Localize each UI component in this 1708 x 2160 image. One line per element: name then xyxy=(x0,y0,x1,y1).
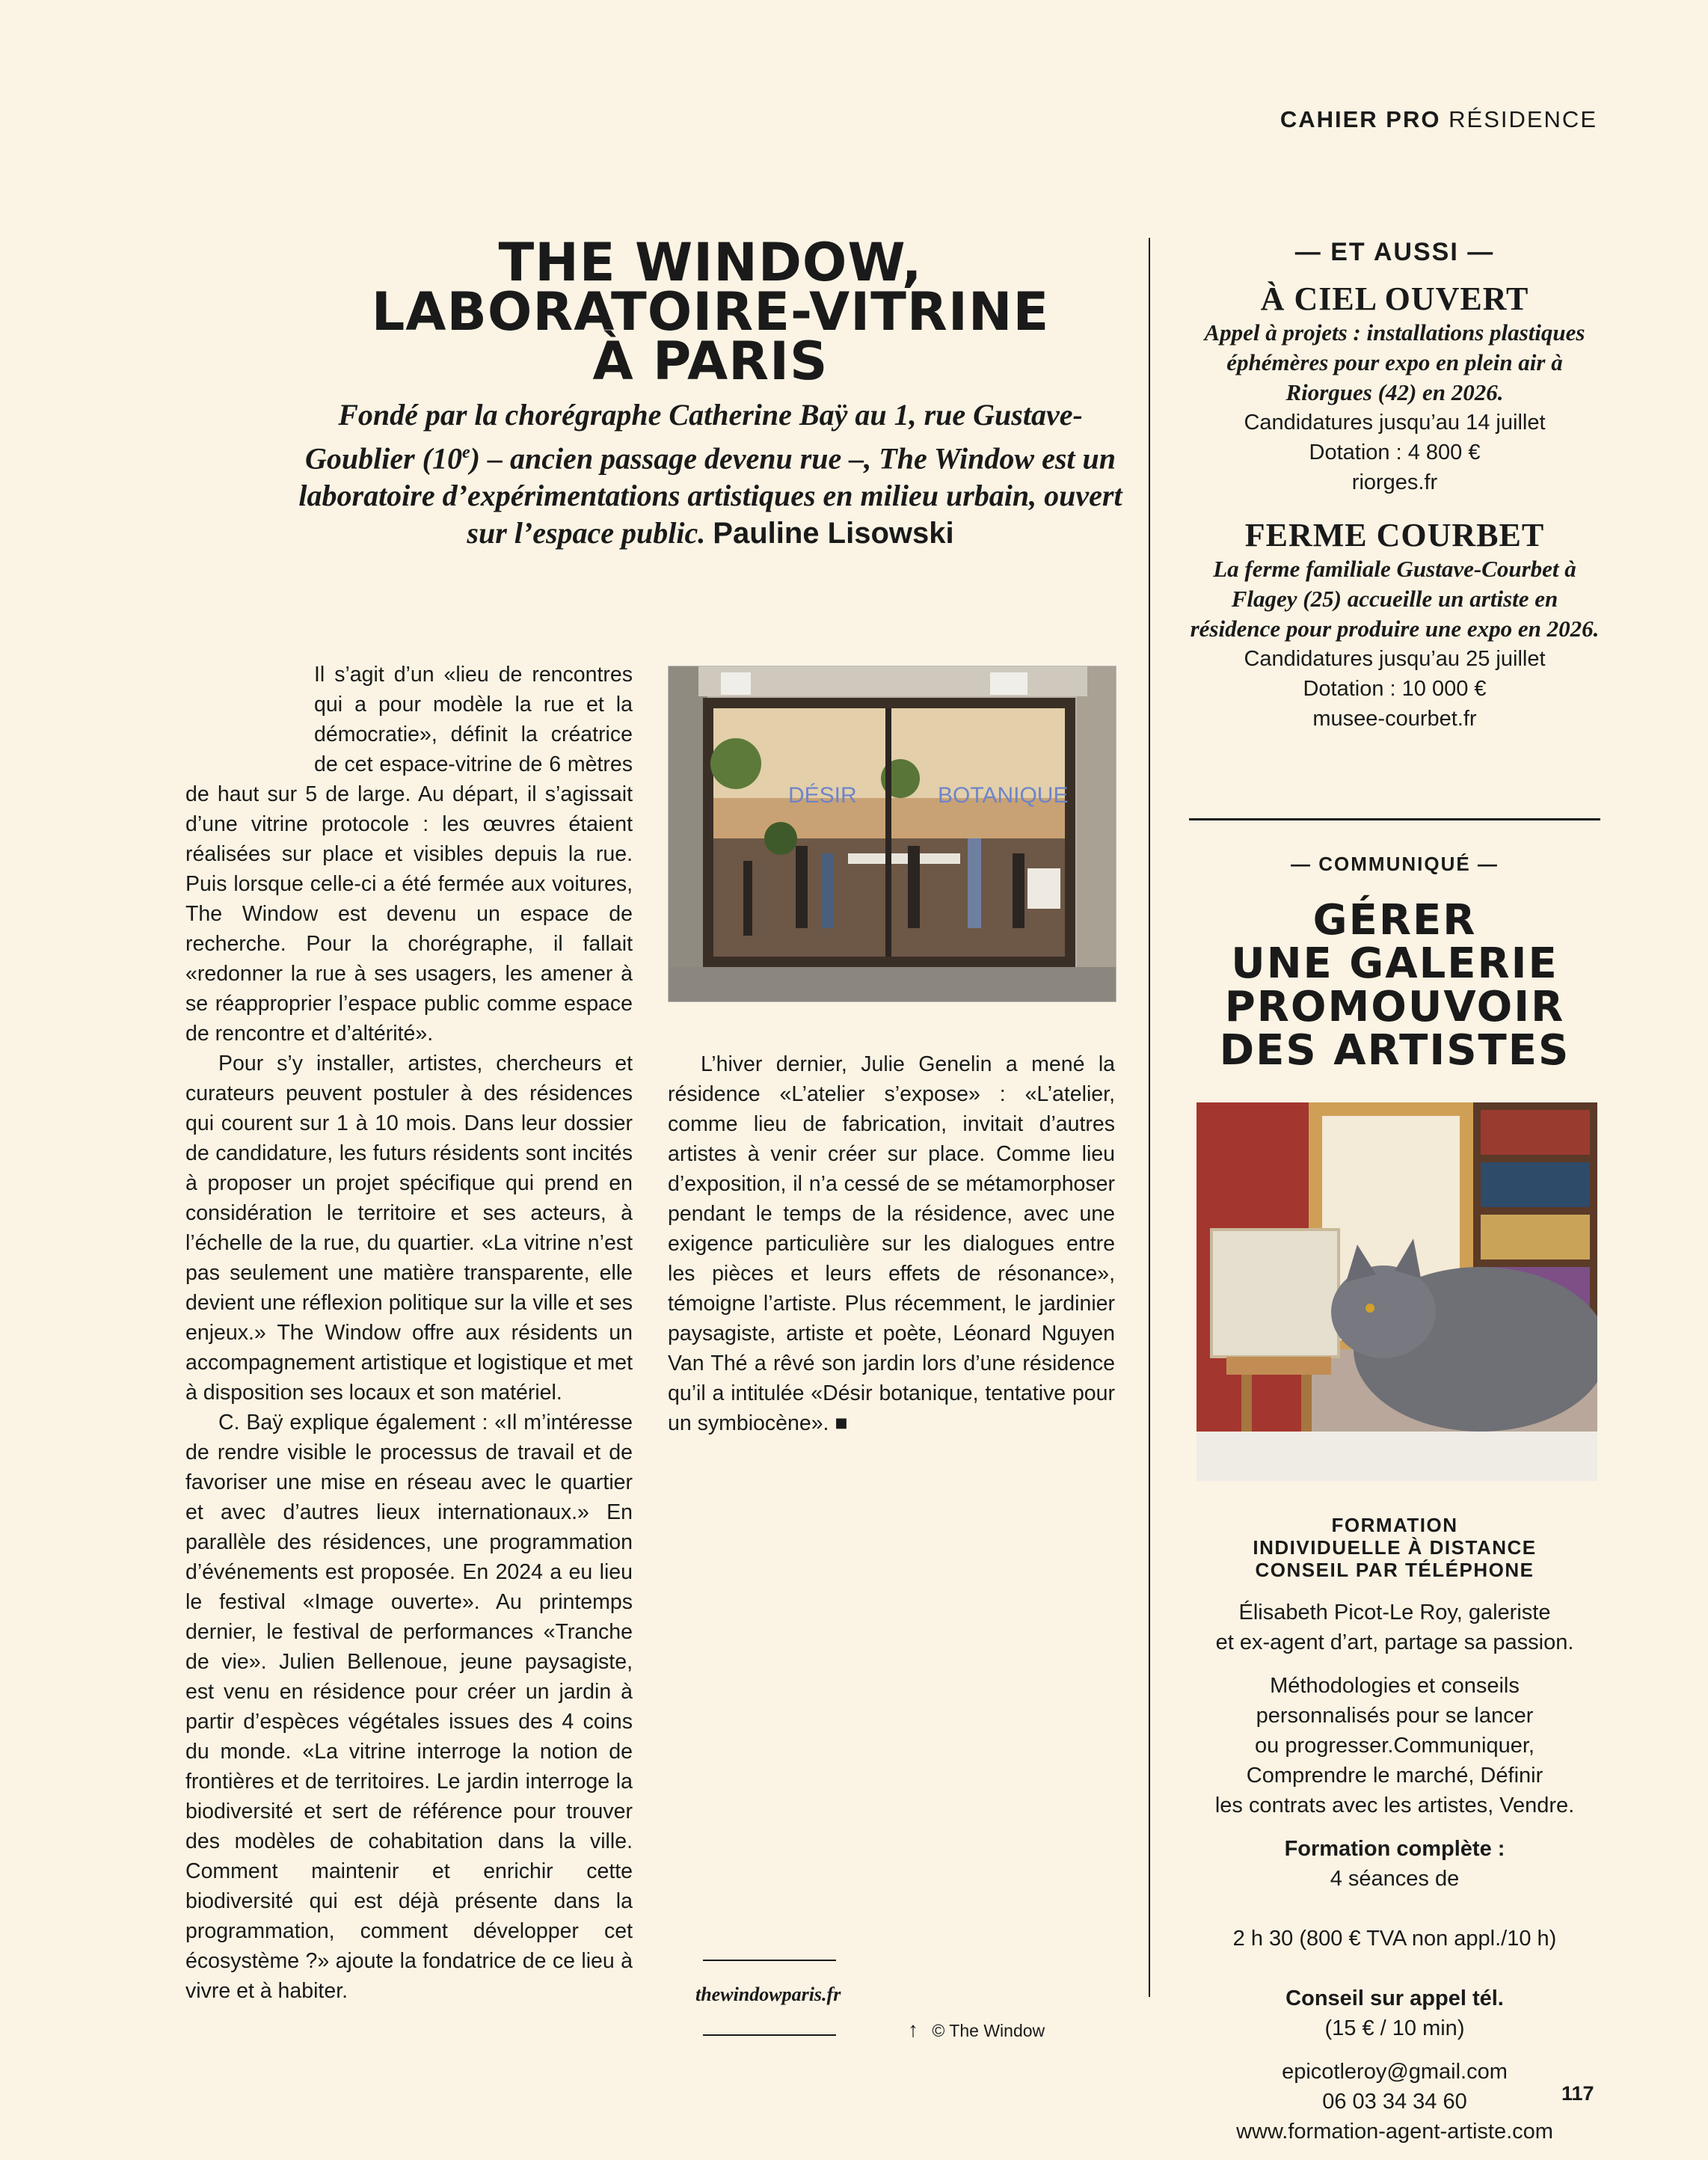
sidebar-item-deadline: Candidatures jusqu’au 14 juillet xyxy=(1244,411,1546,435)
sidebar-et-aussi xyxy=(1189,238,1600,734)
sidebar-item-title: À CIEL OUVERT xyxy=(1260,280,1529,317)
offer-label: Conseil sur appel tél. xyxy=(1285,1986,1504,2010)
section-label: CAHIER PRO xyxy=(1280,106,1441,132)
sidebar-item-deadline: Candidatures jusqu’au 25 juillet xyxy=(1244,647,1546,671)
ad-line: Comprendre le marché, Définir xyxy=(1246,1764,1543,1788)
ad-line: personnalisés pour se lancer xyxy=(1256,1704,1534,1728)
sidebar-item-prize: Dotation : 10 000 € xyxy=(1303,677,1487,701)
ad-title-line: UNE GALERIE xyxy=(1231,939,1558,988)
title-line: THE WINDOW, xyxy=(498,232,923,293)
article-author: Pauline Lisowski xyxy=(713,517,954,550)
subsection-label: RÉSIDENCE xyxy=(1449,106,1597,132)
photo-sign-desir: DÉSIR xyxy=(788,783,857,808)
sidebar-item-link[interactable]: riorges.fr xyxy=(1351,470,1438,494)
sidebar-item-link[interactable]: musee-courbet.fr xyxy=(1312,707,1477,731)
sidebar-item-prize: Dotation : 4 800 € xyxy=(1309,441,1481,464)
article-title xyxy=(284,232,1137,392)
offer-text: 4 séances de xyxy=(1330,1867,1460,1891)
ad-title xyxy=(1189,896,1600,1075)
divider xyxy=(703,2034,836,2036)
offer-text: 2 h 30 (800 € TVA non appl./10 h) xyxy=(1232,1927,1557,1951)
sidebar-item xyxy=(1189,280,1600,497)
formation-line: CONSEIL PAR TÉLÉPHONE xyxy=(1255,1559,1535,1581)
credit-text: © The Window xyxy=(932,2021,1045,2040)
column-indent-space xyxy=(185,660,314,779)
ad-title-line: PROMOUVOIR xyxy=(1224,983,1565,1031)
page-number: 117 xyxy=(1561,2082,1594,2105)
ad-contact xyxy=(1189,2057,1600,2147)
ad-line: ou progresser.Communiquer, xyxy=(1255,1734,1535,1758)
ad-title-line: DES ARTISTES xyxy=(1219,1026,1570,1075)
photo-credit xyxy=(908,2018,1045,2042)
ad-methods xyxy=(1189,1671,1600,1820)
offer-label: Formation complète : xyxy=(1284,1837,1505,1861)
ad-line: et ex-agent d’art, partage sa passion. xyxy=(1215,1630,1574,1654)
sidebar-item-description: La ferme familiale Gustave-Courbet à Flagey (25) accueille un artiste en résidence pour produire une expo en 2026. xyxy=(1190,556,1600,642)
formation-heading xyxy=(1189,1514,1600,1581)
cat-gallery-photo xyxy=(1196,1102,1597,1481)
end-mark: ■ xyxy=(835,1411,848,1435)
ad-line: les contrats avec les artistes, Vendre. xyxy=(1214,1794,1575,1817)
paragraph xyxy=(668,1049,1115,1438)
sidebar-kicker: — ET AUSSI — xyxy=(1294,238,1495,266)
paragraph: C. Baÿ explique également : «Il m’intéresse de rendre visible le processus de travail et de favoriser une mise en réseau avec le quartier et avec d’autres lieux internationaux.» En parallèle des résidences, une programmation d’événements est proposée. En 2024 a eu lieu le festival «Image ouverte». Au printemps dernier, le festival de performances «Tranche de vie». Julien Bellenoue, jeune paysagiste, est venu en résidence pour créer un jardin à partir d’espèces végétales issues des 4 coins du monde. «La vitrine interroge la notion de frontières et de territoires. Le jardin interroge la biodiversité et sert de référence pour trouver des modèles de cohabitation dans la ville. Comment maintenir et enrichir cette biodiversité qui est déjà présente dans la programmation, comment développer cet écosystème ?» ajoute la fondatrice de ce lieu à vivre et à habiter. xyxy=(185,1411,633,2003)
arrow-up-icon: ↑ xyxy=(908,2018,918,2041)
paragraph: Pour s’y installer, artistes, chercheurs et curateurs peuvent postuler à des résidences qui courent sur 1 à 10 mois. Dans leur dossier de candidature, les futurs résidents sont incités à proposer un projet spécifique qui prend en considération le territoire et ses acteurs, à l’échelle de la rue, du quartier. «La vitrine n’est pas seulement une matière transparente, elle devient une réflexion politique sur la ville et ses enjeux.» The Window offre aux résidents un accompagnement artistique et logistique et met à disposition ses locaux et son matériel. xyxy=(185,1052,633,1405)
column-divider xyxy=(1149,238,1150,1997)
sidebar-item-description: Appel à projets : installations plastiques éphémères pour expo en plein air à Riorgues (42) en 2026. xyxy=(1204,319,1585,405)
formation-line: INDIVIDUELLE À DISTANCE xyxy=(1253,1536,1537,1559)
section-header xyxy=(1280,106,1597,133)
sidebar-item-title: FERME COURBET xyxy=(1244,517,1545,553)
article-lead xyxy=(284,396,1137,552)
title-line: LABORATOIRE-VITRINE xyxy=(371,281,1050,343)
offer-text: (15 € / 10 min) xyxy=(1324,2016,1465,2040)
website-link[interactable]: thewindowparis.fr xyxy=(695,1983,841,2005)
title-line: À PARIS xyxy=(592,331,829,392)
divider xyxy=(703,1960,836,1961)
ad-kicker: — COMMUNIQUÉ — xyxy=(1291,853,1499,875)
contact-email[interactable]: epicotleroy@gmail.com xyxy=(1282,2060,1508,2084)
photo-sign-botanique: BOTANIQUE xyxy=(938,783,1069,808)
ad-line: Élisabeth Picot-Le Roy, galeriste xyxy=(1238,1601,1551,1624)
article-column-1 xyxy=(185,660,633,2006)
ad-line: Méthodologies et conseils xyxy=(1270,1674,1520,1698)
lead-text-cont: ) – ancien passage devenu rue –, The Window est un laboratoire d’expérimentations artistiques en milieu urbain, ouvert sur l’espace public. xyxy=(298,441,1122,550)
lead-text: Fondé par la chorégraphe Catherine Baÿ au 1, rue Gustave-Goublier (10 xyxy=(304,398,1083,476)
ad-text xyxy=(1189,1514,1600,2160)
ad-title-line: GÉRER xyxy=(1312,896,1477,945)
paragraph: Il s’agit d’un «lieu de rencontres qui a pour modèle la rue et la démocratie», définit la créatrice de cet espace-vitrine de 6 mètres de haut sur 5 de large. Au départ, il s’agissait d’une vitrine protocole : les œuvres étaient réalisées sur place et visibles depuis la rue. Puis lorsque celle-ci a été fermée aux voitures, The Window est devenu un espace de recherche. Pour la chorégraphe, il fallait «redonner la rue à ses usagers, les amener à se réapproprier l’espace public comme espace de rencontre et d’altérité». xyxy=(185,663,633,1046)
ad-intro xyxy=(1189,1598,1600,1657)
ad-offers xyxy=(1189,1834,1600,2043)
article-column-2 xyxy=(668,1049,1115,1438)
divider xyxy=(1189,818,1600,820)
paragraph-text: L’hiver dernier, Julie Genelin a mené la résidence «L’atelier s’expose» : «L’atelier, comme lieu de fabrication, invitait d’autres artistes à venir créer sur place. Comme lieu d’exposition, il n’a cessé de se métamorphoser pendant le temps de la résidence, avec une exigence particulière sur les dialogues entre les pièces et leurs effets de résonance», témoigne l’artiste. Plus récemment, le jardinier paysagiste, artiste et poète, Léonard Nguyen Van Thé a rêvé son jardin lors d’une résidence qu’il a intitulée «Désir botanique, tentative pour un symbiocène». xyxy=(668,1052,1115,1435)
formation-line: FORMATION xyxy=(1331,1514,1458,1536)
contact-phone[interactable]: 06 03 34 34 60 xyxy=(1322,2090,1467,2114)
lead-superscript: e xyxy=(461,443,470,462)
window-storefront-photo xyxy=(668,666,1116,1002)
contact-website[interactable]: www.formation-agent-artiste.com xyxy=(1236,2120,1553,2144)
sidebar-item xyxy=(1189,517,1600,734)
